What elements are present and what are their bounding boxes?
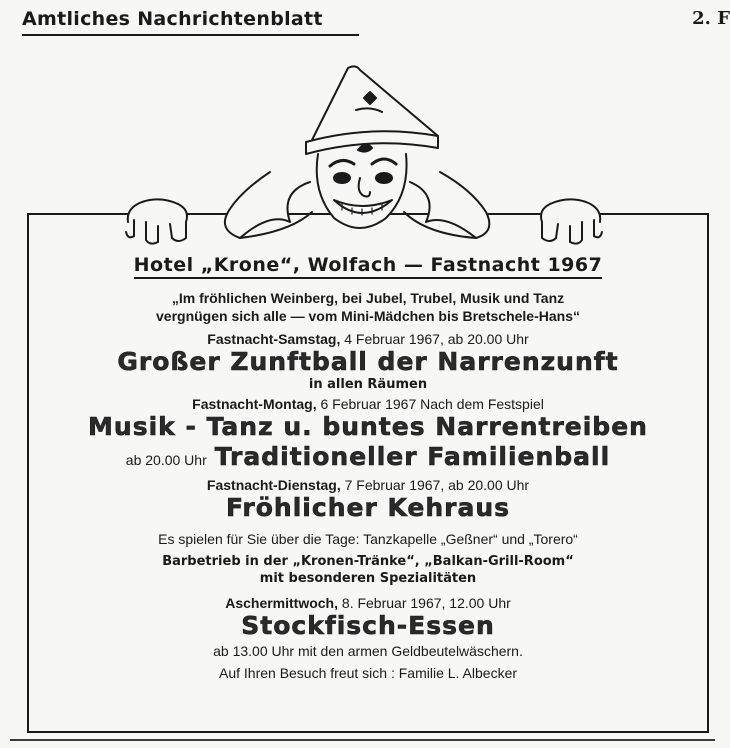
event-subline: ab 13.00 Uhr mit den armen Geldbeutelwäschern.: [213, 643, 523, 659]
closing-text: Auf Ihren Besuch freut sich : Familie L. Albecker: [218, 665, 518, 681]
event-date: [27, 331, 709, 347]
event-headline: Fröhlicher Kehraus: [225, 493, 511, 522]
quote-line: „Im fröhlichen Weinberg, bei Jubel, Trubel, Musik und Tanz: [171, 290, 565, 306]
bar-info: [27, 553, 709, 587]
clown-illustration: [120, 62, 610, 252]
event-date-text: 8. Februar 1967, 12.00 Uhr: [341, 595, 511, 611]
event-date: [27, 595, 709, 611]
motto-quote: [27, 289, 709, 325]
event-subline: in allen Räumen: [308, 377, 428, 392]
header-rule: [22, 34, 359, 36]
event-day: Fastnacht-Dienstag,: [206, 477, 341, 493]
bar-line: Barbetrieb in der „Kronen-Tränke“, „Balkan-Grill-Room“: [162, 554, 574, 569]
event-date-text: 6 Februar 1967 Nach dem Festspiel: [320, 396, 544, 412]
event-headline: Großer Zunftball der Narrenzunft: [117, 347, 619, 376]
bottom-rule: [10, 739, 715, 741]
page-number: 2. F: [692, 8, 730, 29]
bar-line: mit besonderen Spezialitäten: [259, 571, 477, 586]
event-date-text: 4 Februar 1967, ab 20.00 Uhr: [344, 331, 529, 347]
event-headline-secondary: [27, 442, 709, 475]
advertisement-content: [27, 250, 709, 681]
event-day: Fastnacht-Montag,: [192, 396, 317, 412]
event-date: [27, 477, 709, 493]
event-headline-text: Traditioneller Familienball: [214, 442, 611, 471]
bands-text: Es spielen für Sie über die Tage: Tanzkapelle „Geßner“ und „Torero“: [158, 531, 578, 547]
event-headline: Musik - Tanz u. buntes Narrentreiben: [88, 412, 648, 441]
publication-title: Amtliches Nachrichtenblatt: [22, 8, 323, 30]
event-time: ab 20.00 Uhr: [125, 452, 207, 468]
hotel-title: Hotel „Krone“, Wolfach — Fastnacht 1967: [134, 254, 603, 279]
event-date-text: 7 Februar 1967, ab 20.00 Uhr: [344, 477, 530, 493]
event-day: Aschermittwoch,: [225, 595, 339, 611]
quote-line: vergnügen sich alle — vom Mini-Mädchen bis Bretschele-Hans“: [156, 308, 580, 324]
event-day: Fastnacht-Samstag,: [207, 331, 341, 347]
event-headline: Stockfisch-Essen: [241, 611, 495, 640]
event-date: [27, 396, 709, 412]
page-header: [22, 6, 730, 34]
